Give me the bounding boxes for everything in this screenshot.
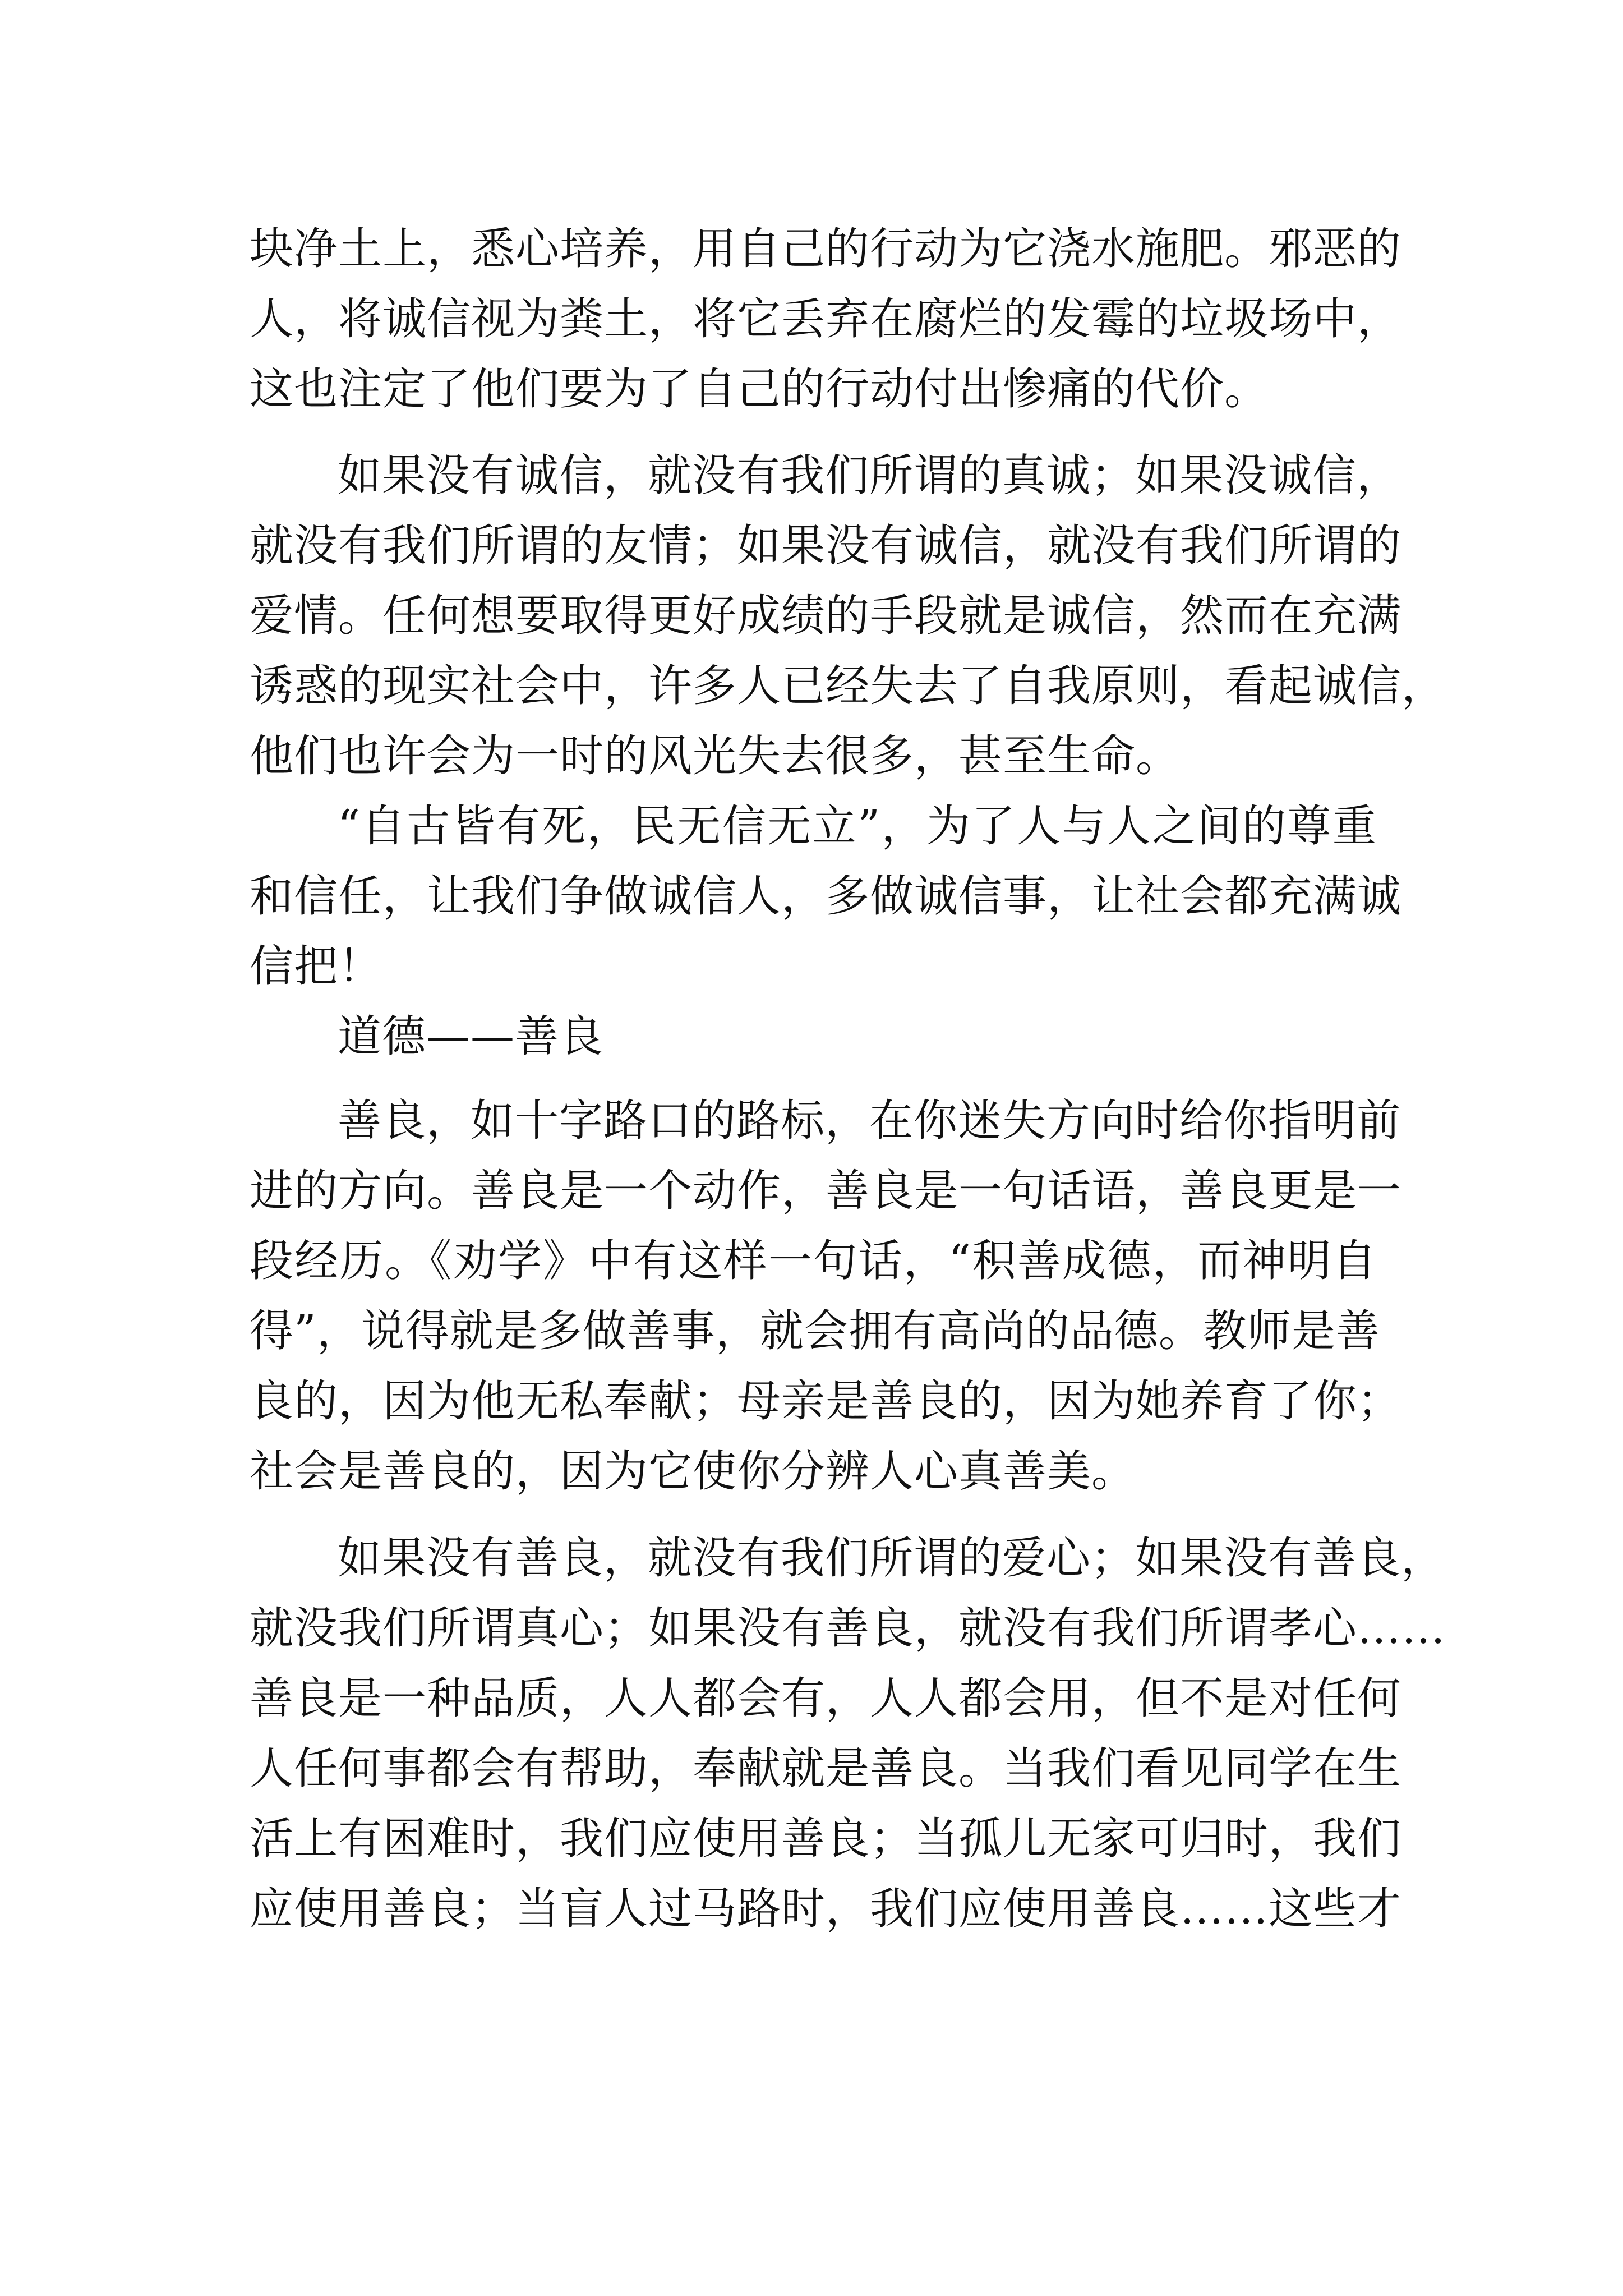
text-line: 人，将诚信视为粪土，将它丢弃在腐烂的发霉的垃圾场中， bbox=[250, 294, 1402, 344]
section-heading: 道德——善良 bbox=[338, 1011, 604, 1062]
text-line: 诱惑的现实社会中，许多人已经失去了自我原则，看起诚信， bbox=[250, 661, 1446, 711]
text-line: 和信任，让我们争做诚信人，多做诚信事，让社会都充满诚 bbox=[250, 871, 1402, 922]
text-line: 社会是善良的，因为它使你分辨人心真善美。 bbox=[250, 1446, 1136, 1497]
text-line: 应使用善良；当盲人过马路时，我们应使用善良……这些才 bbox=[250, 1884, 1402, 1934]
paragraph-first-line: 如果没有诚信，就没有我们所谓的真诚；如果没诚信， bbox=[338, 450, 1401, 501]
text-line: 良的，因为他无私奉献；母亲是善良的，因为她养育了你； bbox=[250, 1376, 1402, 1427]
text-line: 段经历。《劝学》中有这样一句话，“积善成德，而神明自 bbox=[250, 1236, 1377, 1286]
paragraph-first-line: 善良，如十字路口的路标，在你迷失方向时给你指明前 bbox=[338, 1096, 1401, 1146]
text-line: 善良是一种品质，人人都会有，人人都会用，但不是对任何 bbox=[250, 1673, 1402, 1724]
text-line: 爱情。任何想要取得更好成绩的手段就是诚信，然而在充满 bbox=[250, 591, 1402, 641]
paragraph-first-line: 如果没有善良，就没有我们所谓的爱心；如果没有善良， bbox=[338, 1533, 1446, 1584]
text-line: 就没有我们所谓的友情；如果没有诚信，就没有我们所谓的 bbox=[250, 521, 1402, 571]
text-line: 他们也许会为一时的风光失去很多，甚至生命。 bbox=[250, 731, 1181, 781]
text-line: 得”，说得就是多做善事，就会拥有高尚的品德。教师是善 bbox=[250, 1306, 1380, 1356]
text-line: 就没我们所谓真心；如果没有善良，就没有我们所谓孝心…… bbox=[250, 1603, 1446, 1654]
text-line: 块净土上，悉心培养，用自己的行动为它浇水施肥。邪恶的 bbox=[250, 224, 1402, 274]
text-line: 进的方向。善良是一个动作，善良是一句话语，善良更是一 bbox=[250, 1166, 1402, 1216]
text-line: 活上有困难时，我们应使用善良；当孤儿无家可归时，我们 bbox=[250, 1814, 1402, 1864]
text-line: 人任何事都会有帮助，奉献就是善良。当我们看见同学在生 bbox=[250, 1743, 1402, 1794]
paragraph-first-line: “自古皆有死，民无信无立”，为了人与人之间的尊重 bbox=[338, 801, 1377, 852]
text-line: 这也注定了他们要为了自己的行动付出惨痛的代价。 bbox=[250, 364, 1269, 415]
text-line: 信把！ bbox=[250, 941, 383, 992]
